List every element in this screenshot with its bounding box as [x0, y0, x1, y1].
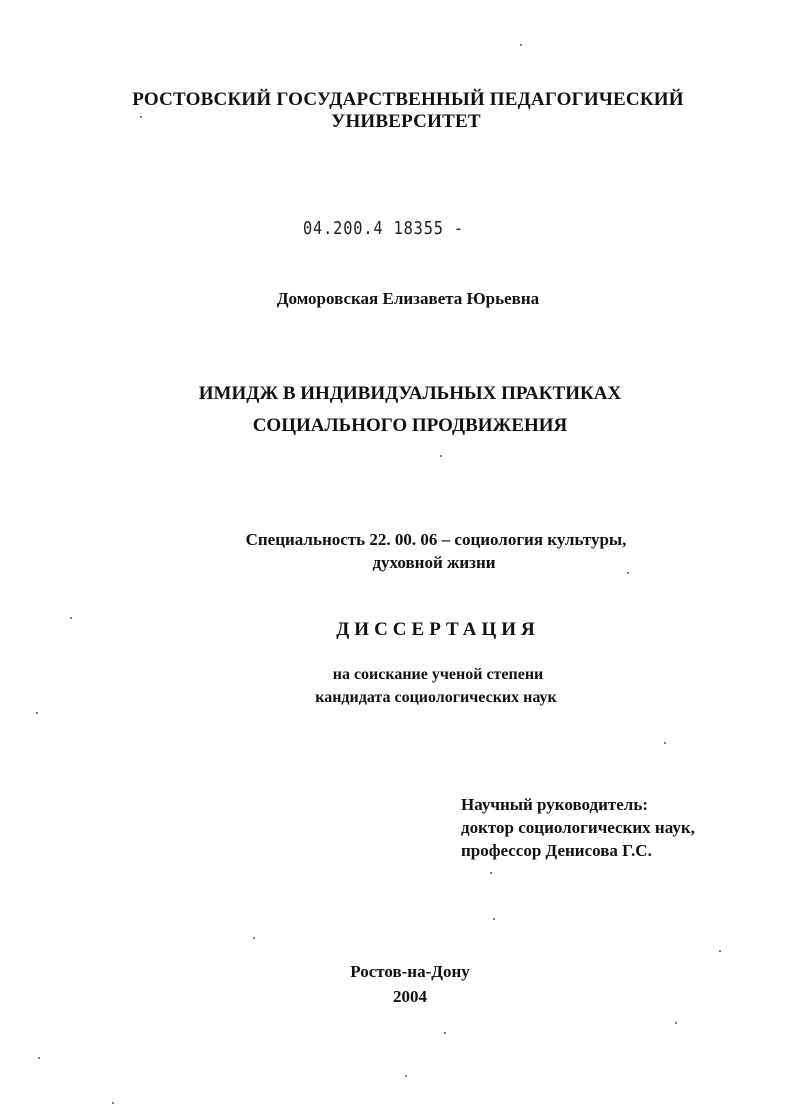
dissertation-title-line2: СОЦИАЛЬНОГО ПРОДВИЖЕНИЯ [252, 415, 568, 436]
year: 2004 [393, 987, 427, 1006]
specialty-line1: Специальность 22. 00. 06 – социология культуры, [245, 530, 627, 549]
degree-line1: на соискание ученой степени [332, 666, 544, 683]
scan-speck [440, 455, 442, 457]
advisor-degree: доктор социологических наук, [461, 818, 695, 837]
city: Ростов-на-Дону [350, 962, 470, 981]
university-name-line1: РОСТОВСКИЙ ГОСУДАРСТВЕННЫЙ ПЕДАГОГИЧЕСКИЙ [132, 89, 684, 110]
advisor-name: профессор Денисова Г.С. [461, 841, 652, 860]
scan-speck [627, 572, 629, 574]
scan-speck [444, 1032, 446, 1034]
scan-speck [36, 712, 38, 714]
author-name: Доморовская Елизавета Юрьевна [276, 289, 540, 308]
scan-speck [719, 950, 721, 952]
scan-speck [493, 918, 495, 920]
scan-speck [675, 1022, 677, 1024]
scan-speck [490, 872, 492, 874]
registration-code: 04.200.4 18355 - [303, 218, 464, 239]
scan-speck [664, 742, 666, 744]
dissertation-title-line1: ИМИДЖ В ИНДИВИДУАЛЬНЫХ ПРАКТИКАХ [198, 383, 622, 404]
scan-speck [70, 617, 72, 619]
university-name-line2: УНИВЕРСИТЕТ [331, 111, 481, 132]
scan-speck [140, 116, 142, 118]
scan-speck [405, 1075, 407, 1077]
specialty-line2: духовной жизни [372, 553, 496, 572]
scan-speck [38, 1057, 40, 1059]
advisor-label: Научный руководитель: [461, 795, 648, 814]
scan-speck [253, 937, 255, 939]
document-type-heading: ДИССЕРТАЦИЯ [336, 619, 540, 640]
degree-line2: кандидата социологических наук [315, 689, 557, 706]
scan-speck [112, 1102, 114, 1104]
scan-speck [520, 44, 522, 46]
